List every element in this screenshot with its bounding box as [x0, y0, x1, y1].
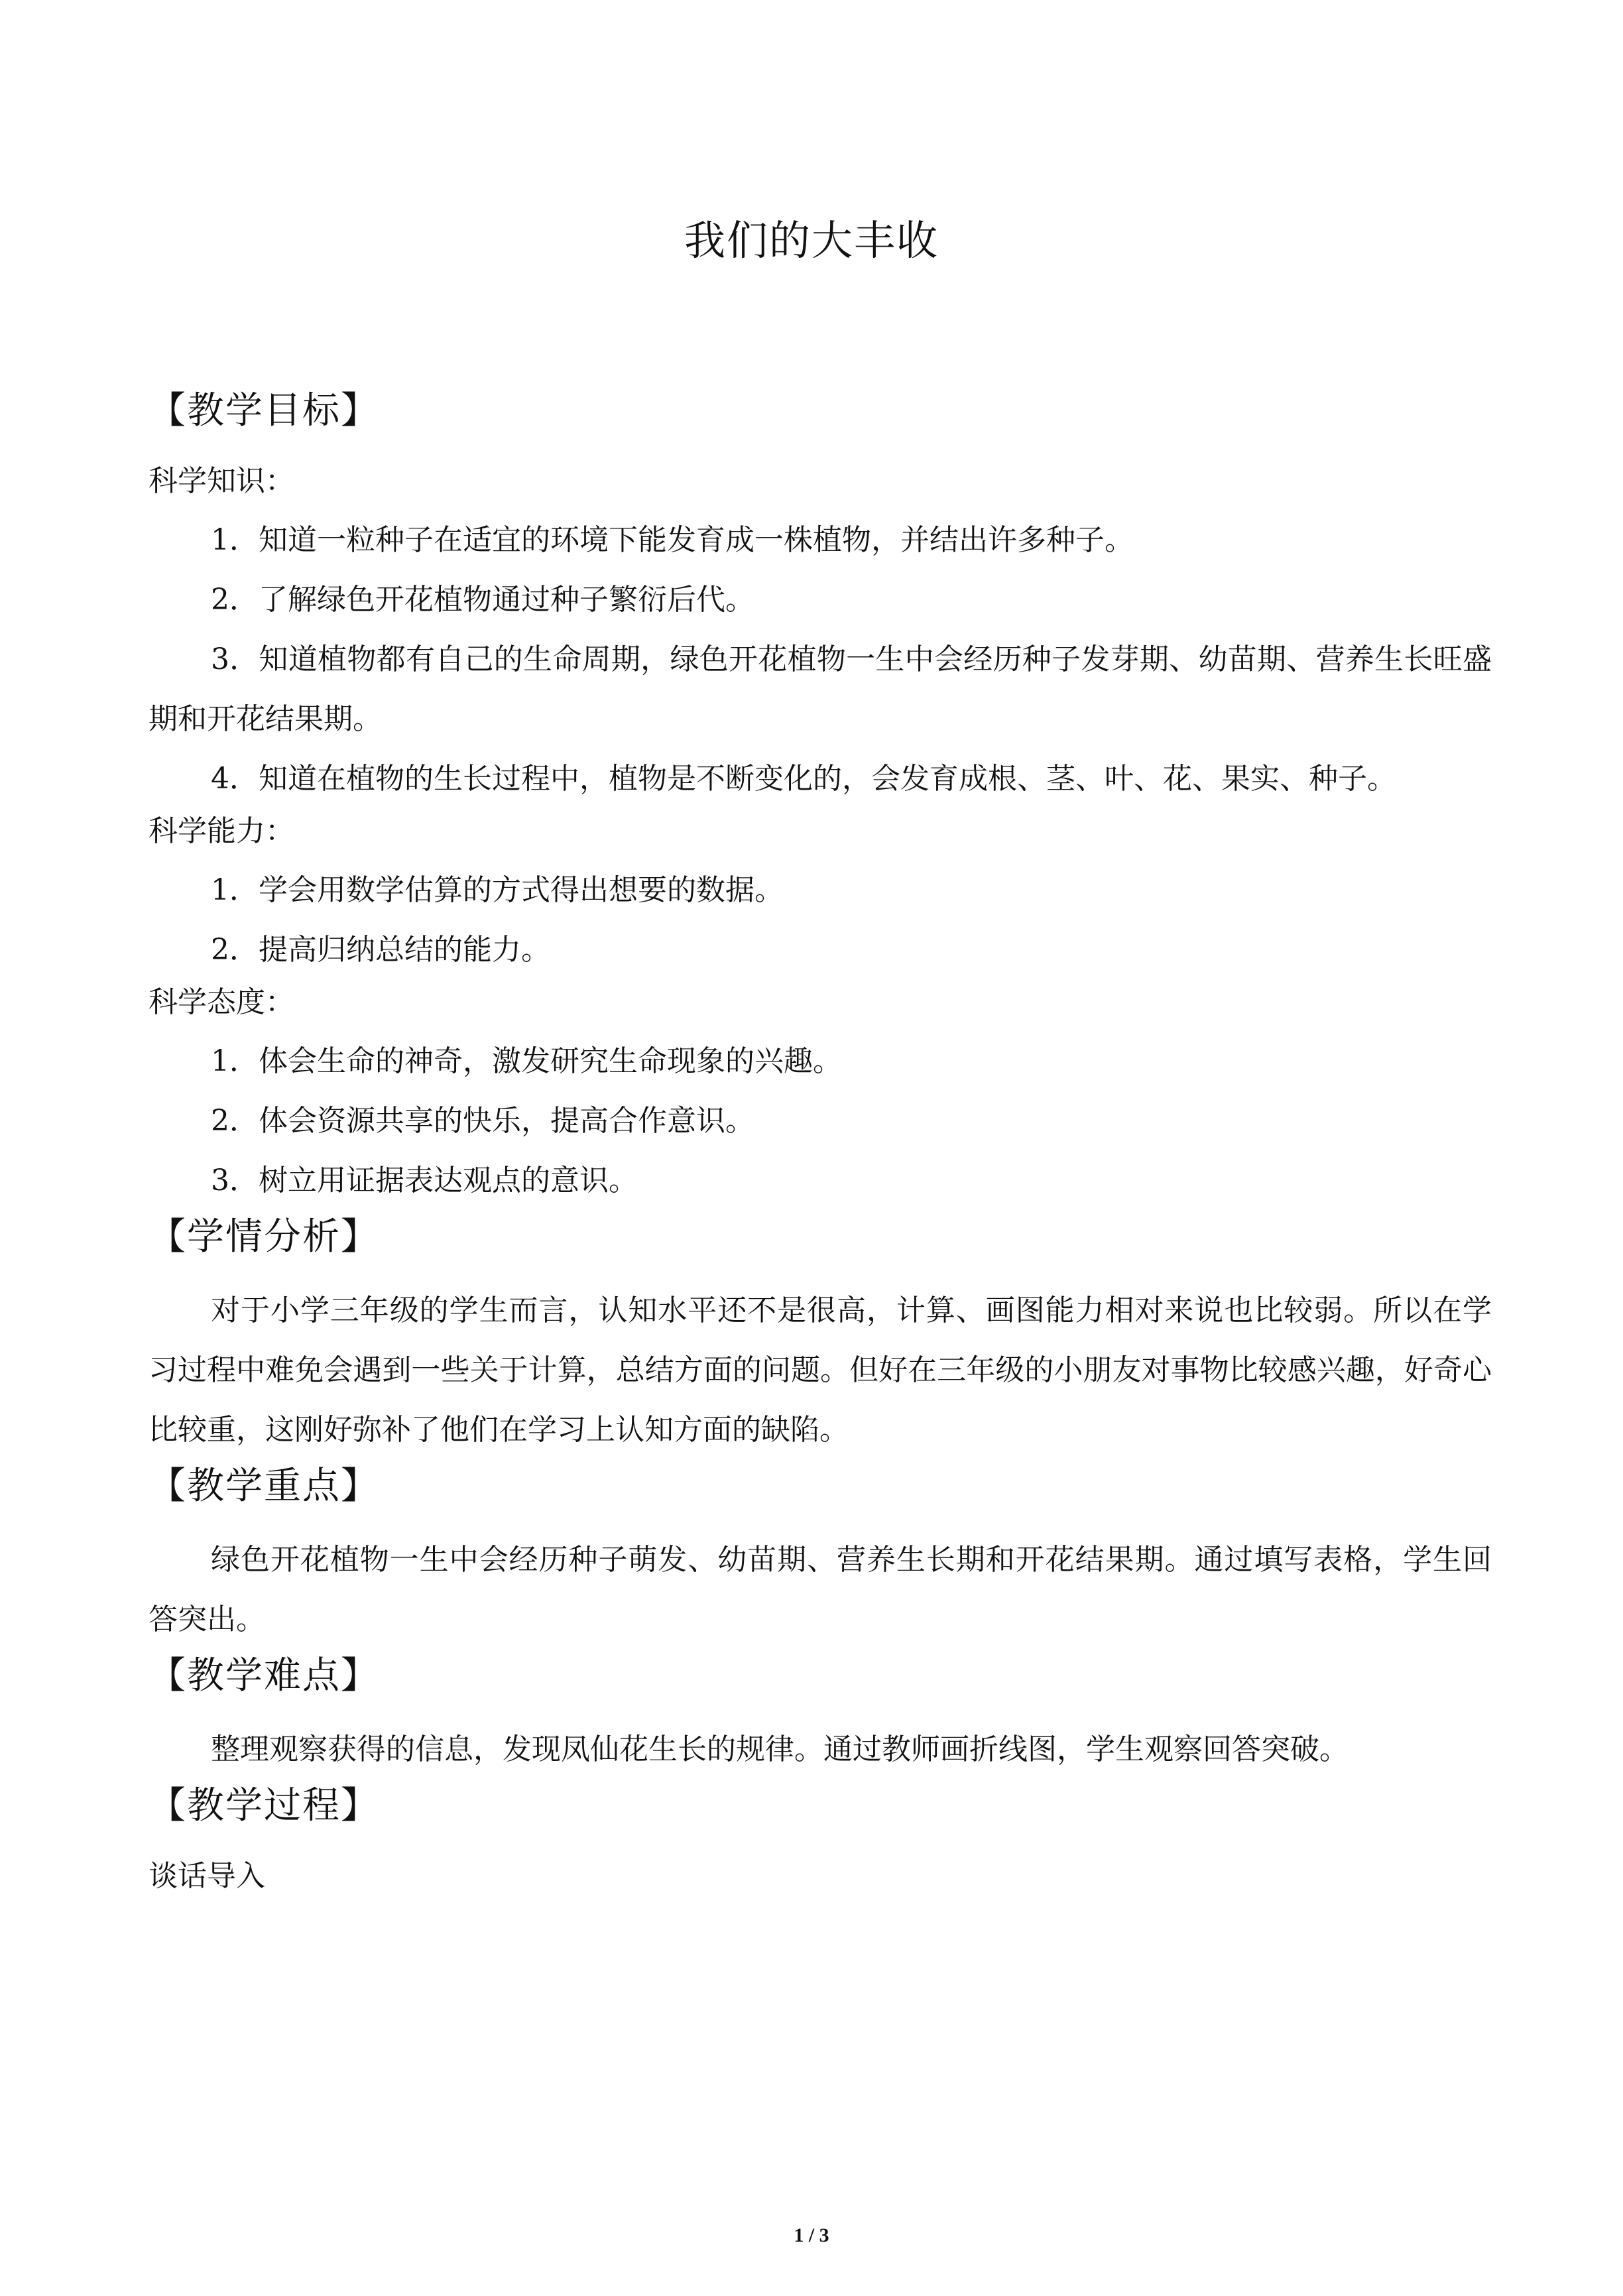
- objectives-heading: 【教学目标】: [149, 389, 379, 432]
- process-first-step: 谈话导入: [149, 1859, 265, 1893]
- page-number: 1 / 3: [794, 2224, 829, 2246]
- document-body: [149, 385, 1492, 1895]
- ability-item: 2．提高归纳总结的能力。: [211, 933, 550, 967]
- document-title: 我们的大丰收: [684, 216, 939, 265]
- difficulties-heading: 【教学难点】: [149, 1654, 379, 1697]
- key-points-heading: 【教学重点】: [149, 1465, 379, 1508]
- knowledge-label: 科学知识：: [149, 464, 294, 498]
- knowledge-item: 1．知道一粒种子在适宜的环境下能发育成一株植物，并结出许多种子。: [211, 523, 1134, 557]
- attitude-item: 1．体会生命的神奇，激发研究生命现象的兴趣。: [211, 1044, 842, 1078]
- knowledge-item: 3．知道植物都有自己的生命周期，绿色开花植物一生中会经历种子发芽期、幼苗期、营养生长旺盛期和开花结果期。: [149, 642, 1492, 736]
- ability-label: 科学能力：: [149, 814, 294, 848]
- analysis-paragraph: 对于小学三年级的学生而言，认知水平还不是很高，计算、画图能力相对来说也比较弱。所以在学习过程中难免会遇到一些关于计算，总结方面的问题。但好在三年级的小朋友对事物比较感兴趣，好奇心比较重，这刚好弥补了他们在学习上认知方面的缺陷。: [149, 1294, 1492, 1447]
- process-heading: 【教学过程】: [149, 1784, 379, 1827]
- knowledge-item: 2．了解绿色开花植物通过种子繁衍后代。: [211, 583, 754, 617]
- key-points-paragraph: 绿色开花植物一生中会经历种子萌发、幼苗期、营养生长期和开花结果期。通过填写表格，学生回答突出。: [149, 1543, 1492, 1636]
- ability-item: 1．学会用数学估算的方式得出想要的数据。: [211, 873, 784, 907]
- attitude-item: 3．树立用证据表达观点的意识。: [211, 1164, 638, 1197]
- attitude-item: 2．体会资源共享的快乐，提高合作意识。: [211, 1104, 754, 1138]
- difficulties-paragraph: 整理观察获得的信息，发现凤仙花生长的规律。通过教师画折线图，学生观察回答突破。: [211, 1732, 1349, 1766]
- analysis-heading: 【学情分析】: [149, 1215, 379, 1258]
- attitude-label: 科学态度：: [149, 985, 294, 1019]
- knowledge-item: 4．知道在植物的生长过程中，植物是不断变化的，会发育成根、茎、叶、花、果实、种子。: [211, 762, 1396, 796]
